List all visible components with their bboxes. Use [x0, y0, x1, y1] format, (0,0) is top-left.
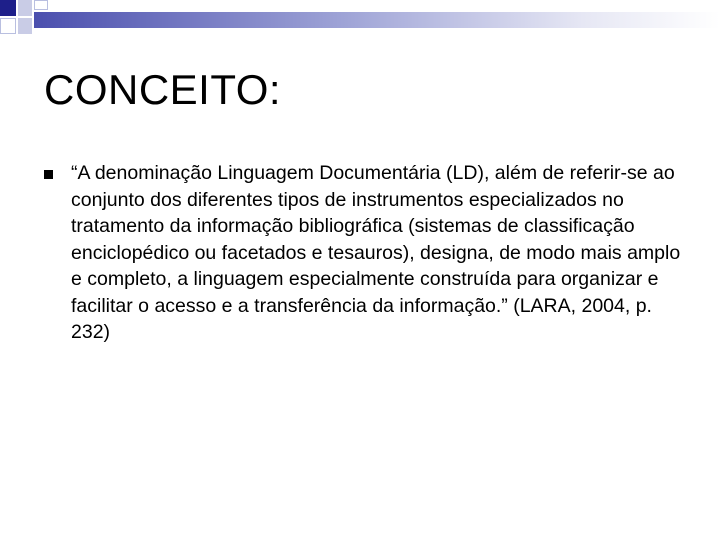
header-square-dark	[0, 0, 16, 16]
header-square-outline	[34, 0, 48, 10]
header-gradient-bar	[34, 12, 720, 28]
header-square-light	[18, 0, 32, 16]
square-bullet-icon	[44, 170, 53, 179]
slide-title: CONCEITO:	[44, 66, 282, 113]
header-square-outline	[0, 18, 16, 34]
header-square-light	[18, 18, 32, 34]
bullet-text: “A denominação Linguagem Documentária (LD), além de referir-se ao conjunto dos diferentes tipos de instrumentos especializados no tratamento da informação bibliográfica (sistemas de classificação enciclopédico ou facetados e tesauros), designa, de modo mais amplo e completo, a linguagem especialmente construída para organizar e facilitar o acesso e a transferência da informação.” (LARA, 2004, p. 232)	[71, 162, 681, 343]
